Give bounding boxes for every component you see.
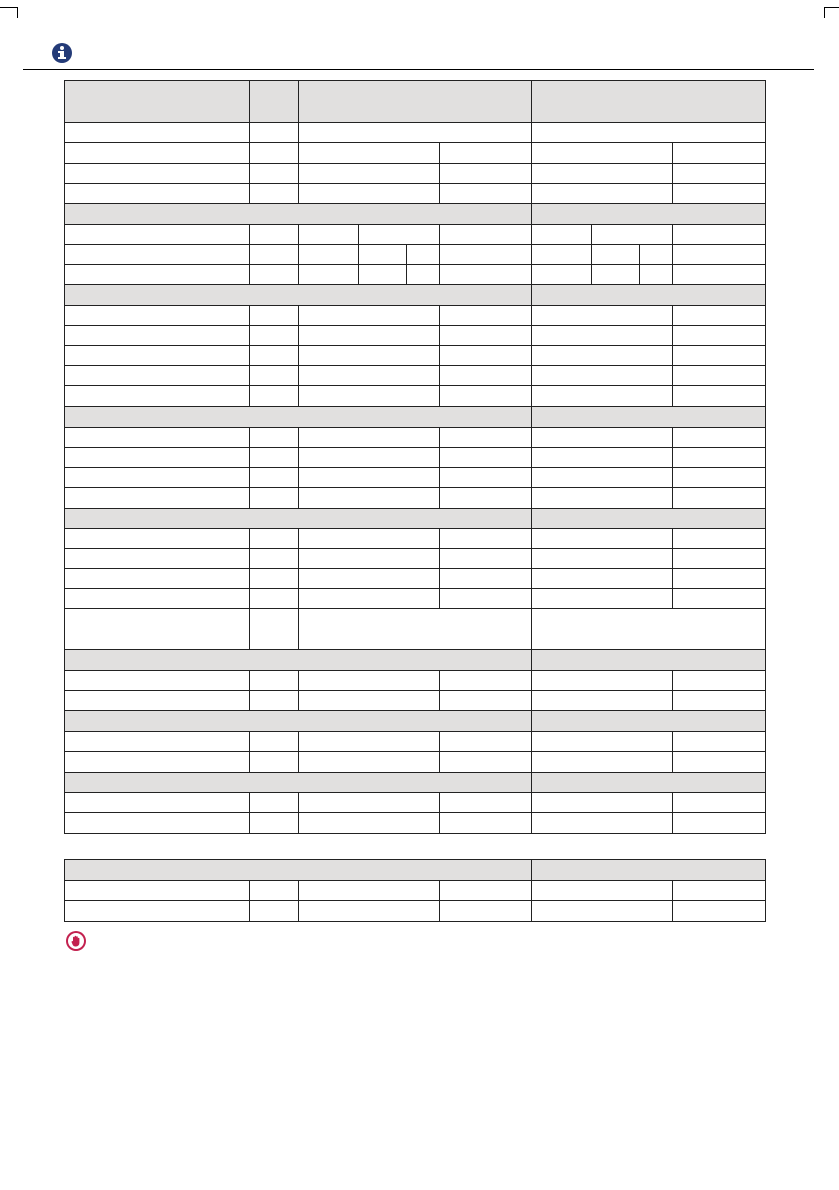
- table-cell: [591, 244, 640, 265]
- table-cell: [249, 467, 299, 488]
- table-cell: [64, 812, 250, 834]
- column-header-cell: [64, 80, 250, 123]
- section-header-cell: [64, 710, 532, 732]
- table-cell: [358, 264, 407, 285]
- table-cell: [439, 183, 532, 204]
- table-cell: [531, 365, 673, 386]
- table-cell: [64, 183, 250, 204]
- table-cell: [298, 792, 440, 813]
- table-cell: [298, 751, 440, 773]
- table-cell: [531, 568, 673, 589]
- table-cell: [298, 487, 440, 509]
- table-cell: [64, 608, 250, 650]
- table-cell: [531, 528, 673, 549]
- table-cell: [298, 365, 440, 386]
- table-cell: [249, 670, 299, 691]
- table-cell: [249, 812, 299, 834]
- crop-mark-right: [824, 7, 839, 18]
- table-cell: [439, 670, 532, 691]
- table-cell: [439, 224, 532, 245]
- section-header-cell: [531, 710, 766, 732]
- table-cell: [298, 305, 440, 326]
- table-cell: [64, 305, 250, 326]
- section-header-cell: [531, 772, 766, 793]
- table-cell: [672, 345, 766, 366]
- table-cell: [672, 900, 766, 922]
- section-header-cell: [531, 859, 766, 881]
- table-cell: [531, 880, 673, 901]
- table-cell: [531, 264, 592, 285]
- table-cell: [531, 427, 673, 448]
- stop-hand-icon: [66, 931, 86, 951]
- table-cell: [64, 365, 250, 386]
- table-cell: [298, 122, 532, 143]
- table-cell: [249, 731, 299, 752]
- table-cell: [672, 447, 766, 468]
- table-cell: [531, 690, 673, 711]
- table-cell: [249, 325, 299, 346]
- table-cell: [298, 163, 440, 184]
- table-cell: [249, 568, 299, 589]
- table-cell: [531, 447, 673, 468]
- crop-mark-left: [0, 7, 18, 18]
- table-cell: [639, 244, 673, 265]
- section-header-cell: [531, 203, 766, 225]
- table-cell: [249, 427, 299, 448]
- secondary-table: [64, 859, 765, 921]
- table-cell: [298, 568, 440, 589]
- table-cell: [531, 305, 673, 326]
- table-cell: [439, 345, 532, 366]
- table-cell: [298, 900, 440, 922]
- table-cell: [672, 588, 766, 609]
- table-cell: [439, 588, 532, 609]
- table-cell: [531, 812, 673, 834]
- table-cell: [298, 548, 440, 569]
- table-cell: [298, 528, 440, 549]
- section-header-cell: [531, 406, 766, 428]
- table-cell: [298, 183, 440, 204]
- table-cell: [531, 670, 673, 691]
- table-cell: [64, 122, 250, 143]
- table-cell: [531, 548, 673, 569]
- table-cell: [249, 183, 299, 204]
- table-cell: [531, 142, 673, 164]
- table-cell: [249, 385, 299, 407]
- table-cell: [64, 670, 250, 691]
- table-cell: [64, 142, 250, 164]
- table-cell: [439, 568, 532, 589]
- table-cell: [298, 467, 440, 488]
- table-cell: [358, 224, 440, 245]
- table-cell: [249, 142, 299, 164]
- table-cell: [439, 812, 532, 834]
- table-cell: [249, 792, 299, 813]
- table-cell: [672, 880, 766, 901]
- table-cell: [249, 447, 299, 468]
- table-cell: [64, 568, 250, 589]
- table-cell: [439, 244, 532, 265]
- header-divider: [23, 69, 814, 70]
- table-cell: [439, 690, 532, 711]
- table-cell: [439, 487, 532, 509]
- table-cell: [531, 487, 673, 509]
- table-cell: [531, 608, 766, 650]
- table-cell: [672, 731, 766, 752]
- table-cell: [439, 548, 532, 569]
- table-cell: [249, 365, 299, 386]
- table-cell: [298, 264, 359, 285]
- info-icon: [52, 43, 72, 63]
- table-cell: [298, 325, 440, 346]
- table-cell: [64, 792, 250, 813]
- table-cell: [439, 900, 532, 922]
- table-cell: [64, 244, 250, 265]
- table-cell: [672, 244, 766, 265]
- column-header-cell: [249, 80, 299, 123]
- table-cell: [249, 751, 299, 773]
- table-cell: [64, 487, 250, 509]
- table-cell: [64, 690, 250, 711]
- table-cell: [672, 670, 766, 691]
- table-cell: [64, 528, 250, 549]
- table-cell: [672, 812, 766, 834]
- section-header-cell: [64, 859, 532, 881]
- table-cell: [298, 244, 359, 265]
- table-cell: [249, 345, 299, 366]
- table-cell: [531, 467, 673, 488]
- table-cell: [672, 548, 766, 569]
- table-cell: [298, 385, 440, 407]
- table-cell: [439, 447, 532, 468]
- table-cell: [531, 731, 673, 752]
- table-cell: [64, 325, 250, 346]
- section-header-cell: [64, 772, 532, 793]
- table-cell: [298, 670, 440, 691]
- table-cell: [298, 690, 440, 711]
- table-cell: [591, 224, 673, 245]
- column-header-cell: [298, 80, 532, 123]
- table-cell: [531, 163, 673, 184]
- table-cell: [439, 385, 532, 407]
- table-cell: [531, 751, 673, 773]
- table-cell: [672, 792, 766, 813]
- table-cell: [358, 244, 407, 265]
- table-cell: [439, 528, 532, 549]
- column-header-cell: [531, 80, 766, 123]
- section-header-cell: [64, 203, 532, 225]
- table-cell: [64, 163, 250, 184]
- table-cell: [672, 751, 766, 773]
- table-cell: [249, 900, 299, 922]
- section-header-cell: [531, 508, 766, 529]
- table-cell: [439, 467, 532, 488]
- table-cell: [64, 467, 250, 488]
- table-cell: [249, 548, 299, 569]
- table-cell: [672, 142, 766, 164]
- table-cell: [531, 792, 673, 813]
- table-cell: [249, 608, 299, 650]
- table-cell: [298, 588, 440, 609]
- section-header-cell: [531, 649, 766, 671]
- section-header-cell: [64, 406, 532, 428]
- table-cell: [439, 427, 532, 448]
- table-cell: [64, 588, 250, 609]
- table-cell: [298, 142, 440, 164]
- table-cell: [531, 122, 766, 143]
- table-cell: [64, 264, 250, 285]
- specification-table: [64, 80, 765, 834]
- table-cell: [531, 325, 673, 346]
- table-cell: [672, 528, 766, 549]
- table-cell: [672, 690, 766, 711]
- table-cell: [249, 305, 299, 326]
- table-cell: [531, 244, 592, 265]
- table-cell: [672, 264, 766, 285]
- table-cell: [64, 385, 250, 407]
- table-cell: [672, 427, 766, 448]
- table-cell: [64, 751, 250, 773]
- table-cell: [439, 731, 532, 752]
- table-cell: [672, 163, 766, 184]
- table-cell: [531, 183, 673, 204]
- table-cell: [531, 900, 673, 922]
- section-header-cell: [64, 284, 532, 306]
- table-cell: [298, 731, 440, 752]
- table-cell: [64, 900, 250, 922]
- table-cell: [406, 244, 440, 265]
- table-cell: [439, 325, 532, 346]
- table-cell: [672, 385, 766, 407]
- table-cell: [64, 548, 250, 569]
- table-cell: [672, 183, 766, 204]
- table-cell: [591, 264, 640, 285]
- table-cell: [439, 142, 532, 164]
- table-cell: [531, 385, 673, 407]
- table-cell: [298, 345, 440, 366]
- table-cell: [298, 812, 440, 834]
- table-cell: [64, 731, 250, 752]
- table-cell: [64, 427, 250, 448]
- table-cell: [439, 880, 532, 901]
- table-cell: [531, 588, 673, 609]
- table-cell: [439, 365, 532, 386]
- table-cell: [439, 305, 532, 326]
- table-cell: [298, 447, 440, 468]
- table-cell: [531, 224, 592, 245]
- section-header-cell: [64, 508, 532, 529]
- table-cell: [439, 792, 532, 813]
- table-cell: [298, 608, 532, 650]
- table-cell: [298, 880, 440, 901]
- table-cell: [249, 528, 299, 549]
- table-cell: [672, 467, 766, 488]
- table-cell: [672, 487, 766, 509]
- table-cell: [672, 568, 766, 589]
- section-header-cell: [531, 284, 766, 306]
- table-cell: [672, 224, 766, 245]
- table-cell: [249, 224, 299, 245]
- table-cell: [531, 345, 673, 366]
- table-cell: [439, 264, 532, 285]
- table-cell: [249, 880, 299, 901]
- table-cell: [672, 365, 766, 386]
- table-cell: [639, 264, 673, 285]
- table-cell: [439, 163, 532, 184]
- table-cell: [64, 880, 250, 901]
- table-cell: [439, 751, 532, 773]
- table-cell: [249, 244, 299, 265]
- table-cell: [64, 224, 250, 245]
- table-cell: [249, 122, 299, 143]
- section-header-cell: [64, 649, 532, 671]
- table-cell: [249, 487, 299, 509]
- table-cell: [406, 264, 440, 285]
- table-cell: [249, 163, 299, 184]
- table-cell: [298, 224, 359, 245]
- table-cell: [249, 588, 299, 609]
- table-cell: [298, 427, 440, 448]
- table-cell: [249, 264, 299, 285]
- table-cell: [249, 690, 299, 711]
- table-cell: [64, 447, 250, 468]
- table-cell: [672, 325, 766, 346]
- table-cell: [64, 345, 250, 366]
- table-cell: [672, 305, 766, 326]
